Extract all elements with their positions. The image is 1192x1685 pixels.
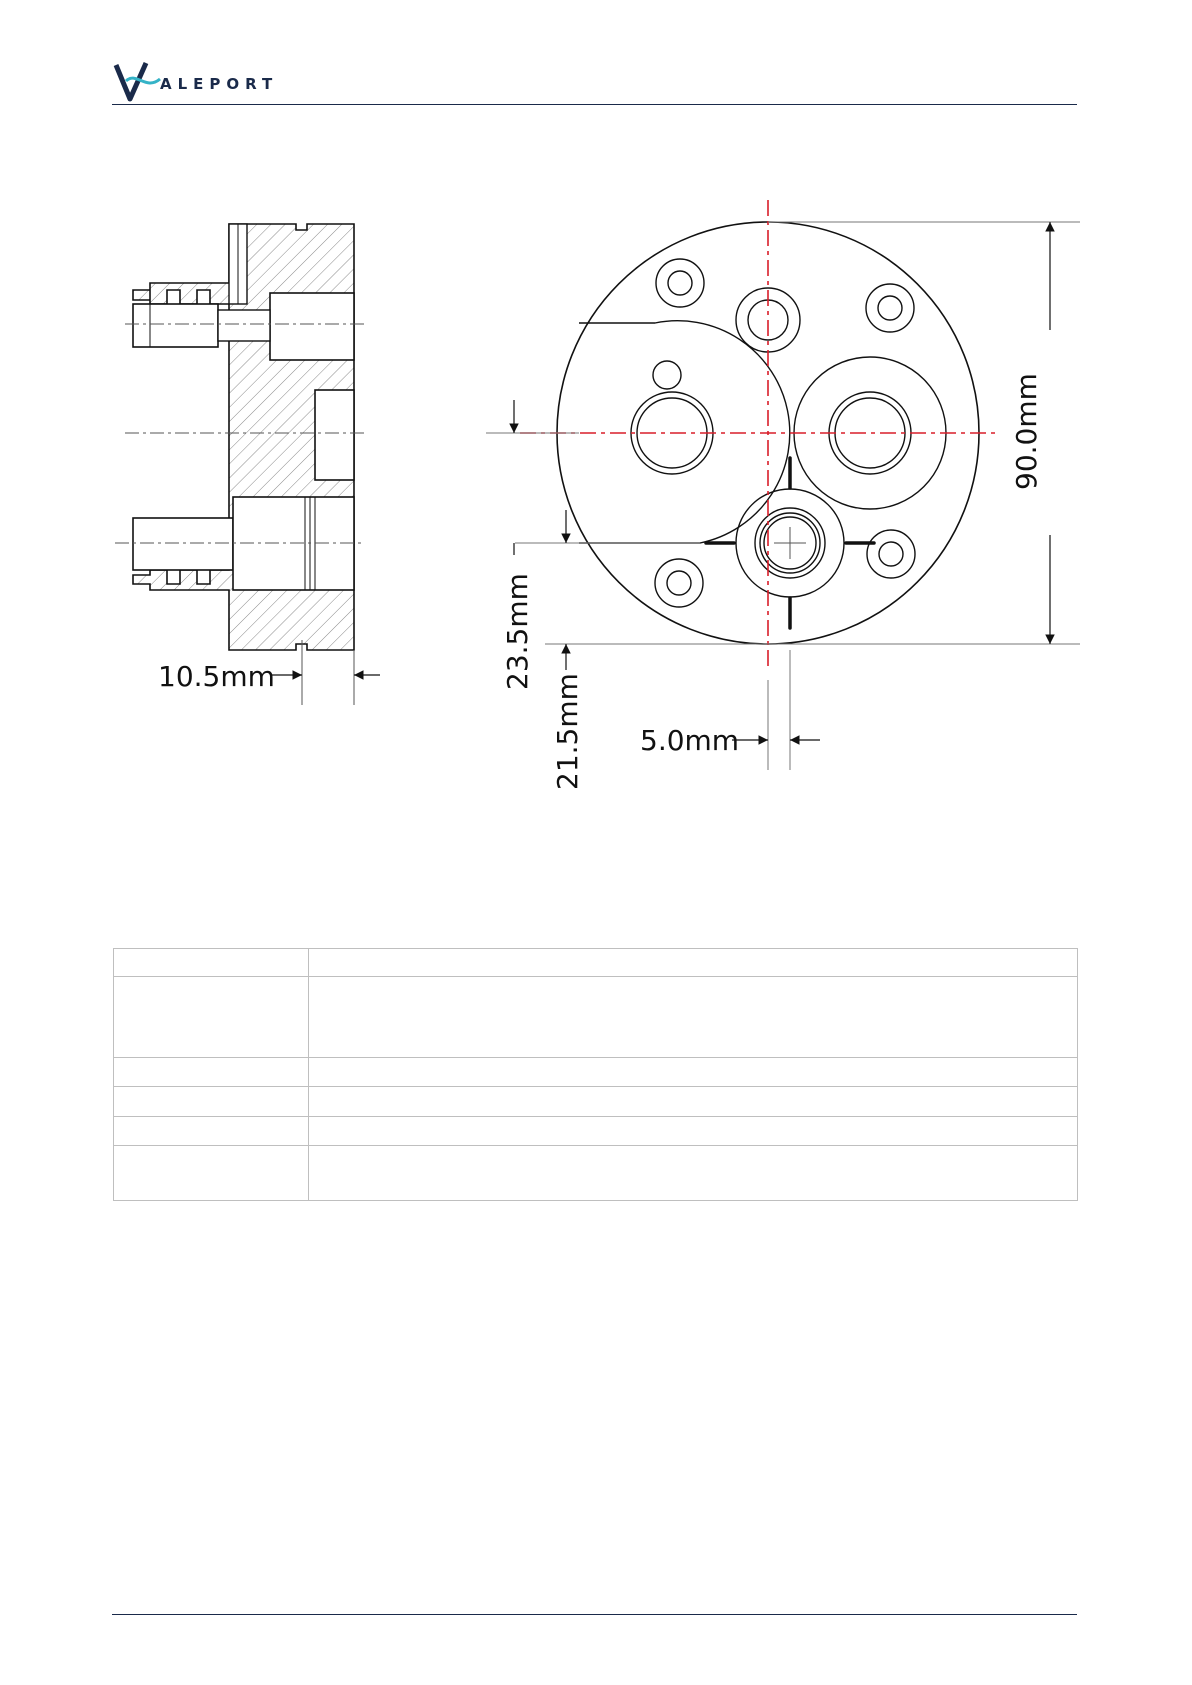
technical-drawing [0,0,1192,820]
upper-bore [270,293,354,360]
face-view [486,200,1080,790]
mount-hole-tl [656,259,704,307]
mount-hole-tr [866,284,914,332]
table-cell-value [309,1087,1078,1117]
logo-wordmark: ALEPORT [160,75,279,93]
table-cell-label [114,1146,309,1201]
table-cell-label [114,949,309,977]
table-cell-value [309,977,1078,1058]
table-row [114,1146,1078,1201]
table-cell-value [309,1117,1078,1146]
dim-label-10-5: 10.5mm [158,660,275,693]
sensor-window [579,321,790,543]
small-hole [653,361,681,389]
table-row [114,1087,1078,1117]
section-view [115,224,380,705]
lower-bore [133,518,233,570]
dim-label-90: 90.0mm [1010,373,1043,490]
table-cell-value [309,1058,1078,1087]
mount-hole-br [867,530,915,578]
table-cell-value [309,1146,1078,1201]
spec-table [113,948,1078,1201]
dim-label-23-5: 23.5mm [501,573,534,690]
table-row [114,949,1078,977]
table-cell-label [114,1117,309,1146]
footer-divider [112,1614,1077,1615]
table-cell-value [309,949,1078,977]
center-pocket [315,390,354,480]
table-cell-label [114,1087,309,1117]
dim-label-5-0: 5.0mm [640,724,740,757]
table-row [114,977,1078,1058]
dim-label-21-5: 21.5mm [551,673,584,790]
table-row [114,1117,1078,1146]
table-cell-label [114,1058,309,1087]
table-row [114,1058,1078,1087]
mount-hole-bl [655,559,703,607]
upper-thread [133,304,218,347]
table-cell-label [114,977,309,1058]
